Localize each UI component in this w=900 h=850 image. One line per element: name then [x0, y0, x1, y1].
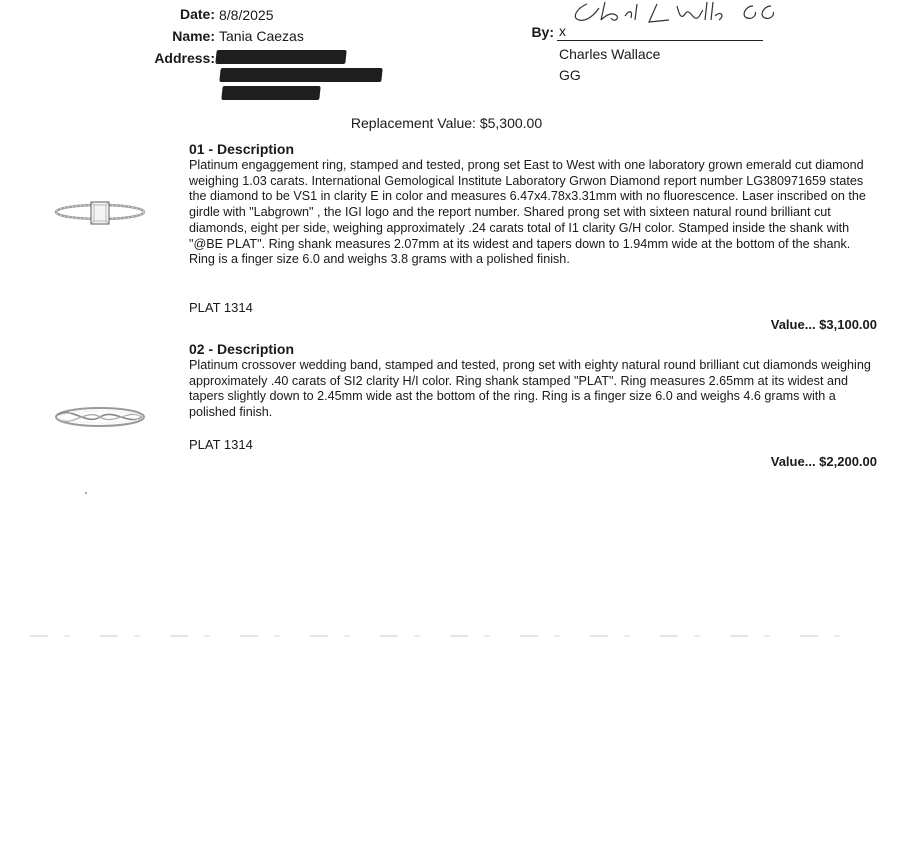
item-2-code: PLAT 1314 — [189, 437, 253, 452]
signature-scrawl — [565, 0, 785, 26]
signer-name: Charles Wallace — [559, 46, 661, 62]
address-label: Address: — [154, 50, 215, 66]
signature-line — [557, 40, 763, 41]
address-redaction-2 — [219, 68, 382, 82]
item-1-title: 01 - Description — [189, 141, 295, 157]
name-value: Tania Caezas — [219, 28, 304, 44]
by-label: By: — [531, 24, 554, 40]
signer-title: GG — [559, 67, 581, 83]
item-2-value: Value... $2,200.00 — [770, 454, 877, 469]
scan-noise-line — [30, 635, 870, 637]
scan-speck — [85, 492, 87, 494]
address-redaction-1 — [215, 50, 346, 64]
date-label: Date: — [179, 6, 215, 22]
date-value: 8/8/2025 — [219, 7, 274, 23]
item-2-title: 02 - Description — [189, 341, 295, 357]
name-label: Name: — [172, 28, 215, 44]
engagement-ring-image — [52, 192, 148, 232]
item-1-code: PLAT 1314 — [189, 300, 253, 315]
by-mark: x — [559, 23, 566, 39]
item-1-value: Value... $3,100.00 — [770, 317, 877, 332]
address-redaction-3 — [221, 86, 320, 100]
wedding-band-image — [52, 400, 148, 434]
item-2-description: Platinum crossover wedding band, stamped and tested, prong set with eighty natural round brilliant cut diamonds weighing approximately .40 carats of SI2 clarity H/I color. Ring shank stamped "PLAT". Ring measures 2.65mm at its widest and tapers slightly down to 2.45mm wide ast the bottom of the ring. Ring is a finger size 6.0 and weighs 4.6 grams with a polished finish. — [189, 358, 871, 420]
replacement-value: Replacement Value: $5,300.00 — [350, 115, 543, 131]
item-1-description: Platinum engaggement ring, stamped and tested, prong set East to West with one laboratory grown emerald cut diamond weighing 1.03 carats. International Gemological Institute Laboratory Grwon Diamond report number LG380971659 states the diamond to be VS1 in clarity E in color and measures 6.47x4.78x3.31mm with no fluorescence. Laser inscribed on the girdle with "Labgrown" , the IGI logo and the report number. Shared prong set with sixteen natural round brilliant cut diamonds, eight per side, weighing approximately .24 carats total of I1 clarity G/H color. Stamped inside the shank with "@BE PLAT". Ring shank measures 2.07mm at its widest and tapers down to 1.94mm wide at the bottom of the shank. Ring is a finger size 6.0 and weighs 3.8 grams with a polished finish. — [189, 158, 866, 267]
